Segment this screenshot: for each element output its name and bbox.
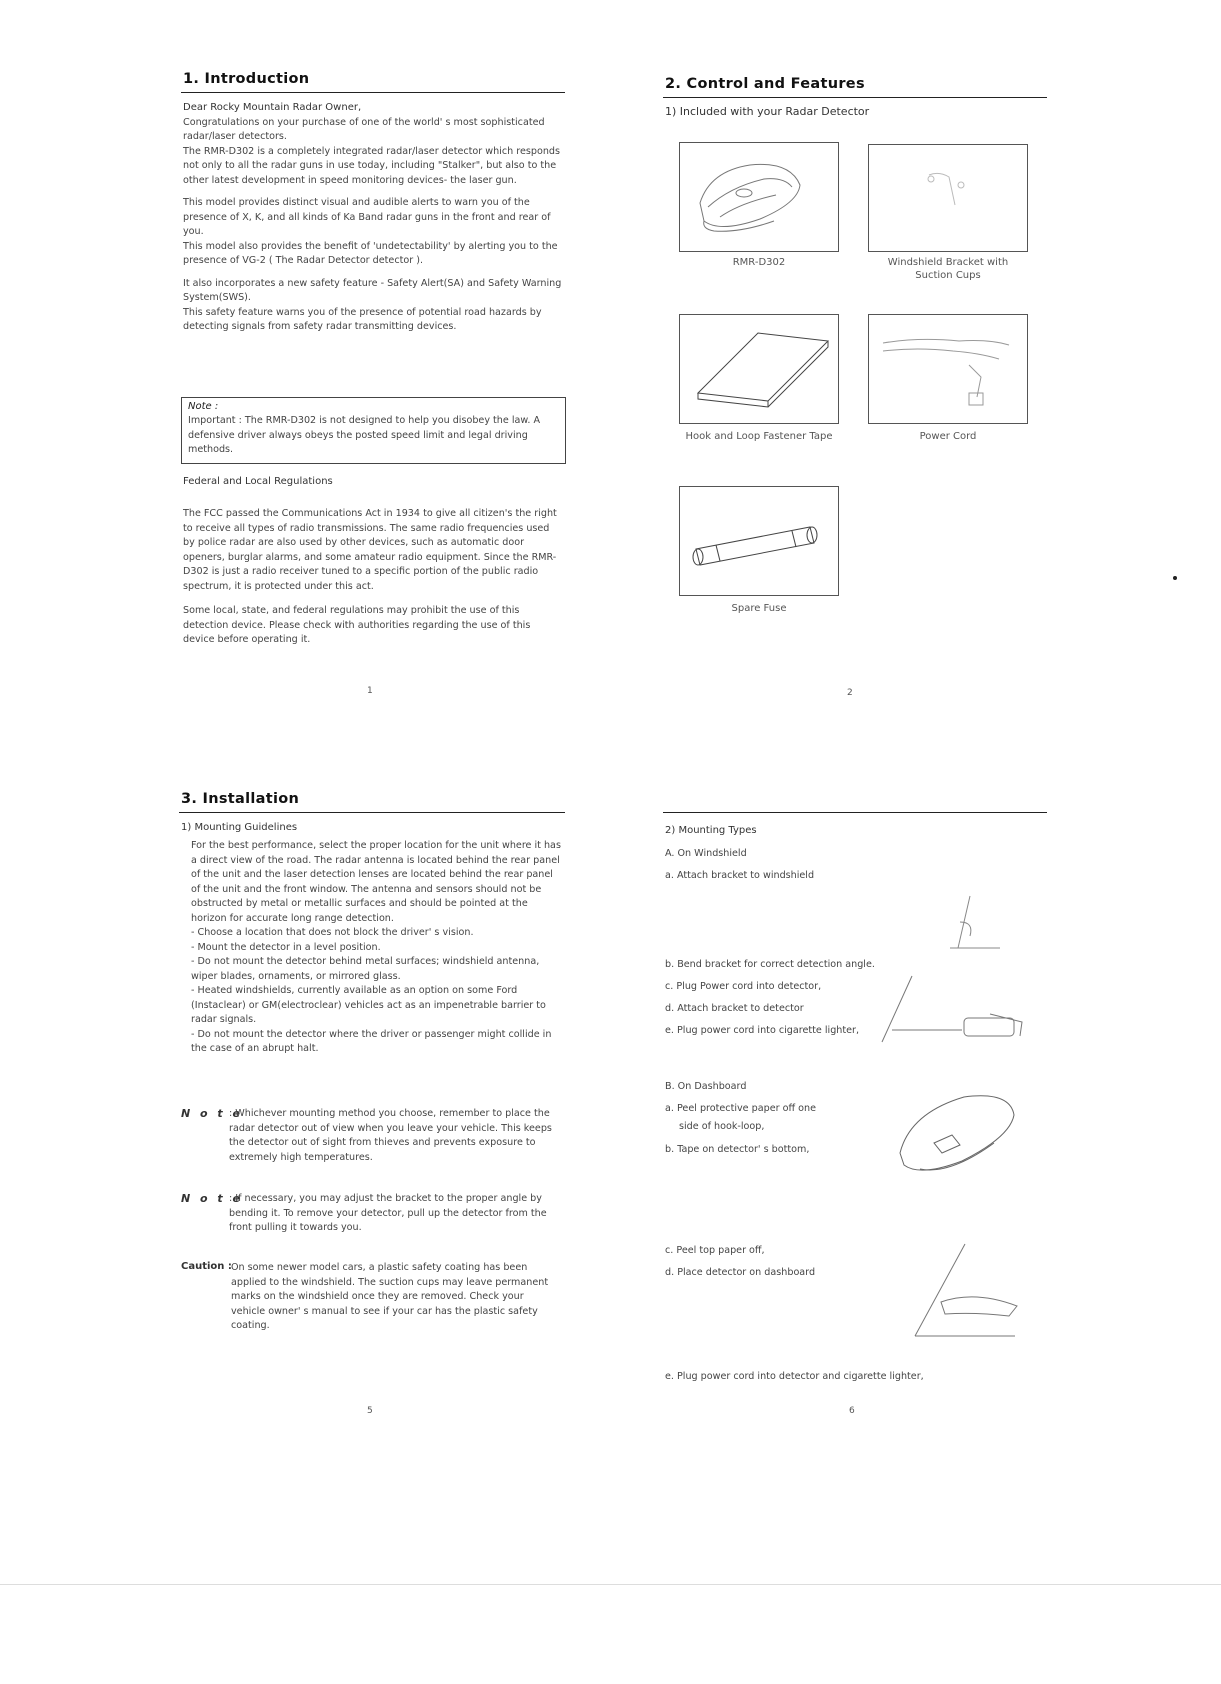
intro-paragraph: This safety feature warns you of the presence of potential road hazards by detecting signals from safety radar transmitting devices.: [183, 306, 542, 332]
page-number: 1: [367, 686, 373, 696]
windshield-step: e. Plug power cord into cigarette lighter,: [665, 1025, 860, 1036]
intro-paragraph: The RMR-D302 is a completely integrated radar/laser detector which responds not only to all the radar guns in use today, including "Stalker", but also to the other latest development in speed monitoring devices- the laser gun.: [183, 145, 561, 186]
intro-paragraph: It also incorporates a new safety feature - Safety Alert(SA) and Safety Warning System(SWS).: [183, 277, 562, 303]
cord-caption: Power Cord: [919, 431, 977, 442]
radar-detector-icon: [680, 143, 838, 251]
section-heading-installation: 3. Installation: [181, 791, 300, 807]
spare-fuse-image: [679, 486, 839, 596]
guideline-item: - Mount the detector in a level position.: [191, 941, 381, 953]
regulations-paragraph: The FCC passed the Communications Act in 1934 to give all citizen's the right to receive all types of radio transmissions. The same radio frequencies used by police radar are also used by other devices, such as automatic door openers, burglar alarms, and some amateur radio equipment. Since the RMR-D302 is just a radio receiver tuned to a specific portion of the public radio spectrum, it is protected under this act.: [183, 508, 557, 592]
bracket-caption-line2: Suction Cups: [915, 270, 981, 281]
detector-bottom-sketch: [890, 1085, 1030, 1185]
dashboard-mount-sketch: [905, 1240, 1025, 1340]
note-label: N o t e: [181, 1107, 243, 1120]
power-cord-image: [868, 314, 1028, 424]
guidelines-list: [191, 926, 561, 1057]
bracket-caption: [858, 256, 1038, 282]
fuse-icon: [680, 487, 838, 595]
dashboard-step: c. Peel top paper off,: [665, 1245, 765, 1256]
mounting-guidelines-heading: 1) Mounting Guidelines: [181, 822, 298, 833]
note-text: : If necessary, you may adjust the bracket to the proper angle by bending it. To remove your detector, pull up the detector from the front pulling it towards you.: [229, 1193, 547, 1233]
windshield-bracket-image: [868, 144, 1028, 252]
page-number: 2: [847, 688, 853, 698]
windshield-heading: A. On Windshield: [665, 848, 747, 859]
guideline-item: - Heated windshields, currently available as an option on some Ford (Instaclear) or GM(electroclear) vehicles act as an impenetrable barrier to radar signals.: [191, 985, 546, 1025]
regulations-body: [183, 507, 563, 648]
intro-paragraph: This model also provides the benefit of 'undetectability' by alerting you to the presence of VG-2 ( The Radar Detector detector ).: [183, 240, 558, 266]
heading-rule: [663, 812, 1047, 813]
scan-edge-line: [0, 1584, 1221, 1585]
guidelines-intro: For the best performance, select the proper location for the unit where it has a direct view of the road. The radar antenna is located behind the rear panel of the unit and the laser detection lenses are located behind the rear panel of the unit and the front window. The antenna and sensors should not be obstructed by metal or metallic surfaces and should be pointed at the horizon for accurate long range detection.: [191, 840, 561, 924]
windshield-step: a. Attach bracket to windshield: [665, 870, 815, 881]
note-label: N o t e: [181, 1192, 243, 1205]
fuse-caption: Spare Fuse: [731, 603, 787, 614]
windshield-step: d. Attach bracket to detector: [665, 1003, 804, 1014]
page-number: 5: [367, 1406, 373, 1416]
guideline-item: - Choose a location that does not block the driver' s vision.: [191, 927, 474, 938]
dashboard-step: a. Peel protective paper off one: [665, 1103, 816, 1114]
caution-label: Caution :: [181, 1261, 232, 1272]
heading-rule: [179, 812, 565, 813]
note-box: [181, 397, 566, 464]
tape-caption: Hook and Loop Fastener Tape: [685, 431, 833, 442]
windshield-bracket-sketch: [930, 892, 1010, 952]
dashboard-step: e. Plug power cord into detector and cigarette lighter,: [665, 1371, 924, 1382]
intro-paragraph: Congratulations on your purchase of one of the world' s most sophisticated radar/laser detectors.: [183, 116, 545, 142]
note-label: Note :: [188, 401, 219, 412]
federal-regulations-heading: Federal and Local Regulations: [183, 476, 333, 487]
dashboard-heading: B. On Dashboard: [665, 1081, 747, 1092]
windshield-step: b. Bend bracket for correct detection angle.: [665, 959, 875, 970]
section-heading-controls: 2. Control and Features: [665, 76, 865, 92]
section-heading-introduction: 1. Introduction: [183, 71, 310, 87]
scan-dot: [1173, 576, 1177, 580]
windshield-mount-sketch: [872, 970, 1032, 1050]
mounting-types-heading: 2) Mounting Types: [665, 825, 757, 836]
introduction-body: [183, 101, 563, 335]
dashboard-step: b. Tape on detector' s bottom,: [665, 1144, 810, 1155]
note-text: Important : The RMR-D302 is not designed to help you disobey the law. A defensive driver always obeys the posted speed limit and legal driving methods.: [188, 415, 541, 455]
power-cord-icon: [869, 315, 1027, 423]
fastener-tape-image: [679, 314, 839, 424]
mounting-guidelines-body: [191, 839, 561, 1057]
dashboard-step: side of hook-loop,: [679, 1121, 765, 1132]
dashboard-step: d. Place detector on dashboard: [665, 1267, 816, 1278]
note-text: : Whichever mounting method you choose, remember to place the radar detector out of view when you leave your vehicle. This keeps the detector out of sight from thieves and prevents exposure to extremely high temperatures.: [229, 1108, 552, 1163]
guideline-item: - Do not mount the detector behind metal surfaces; windshield antenna, wiper blades, ornaments, or mirrored glass.: [191, 956, 540, 982]
bracket-caption-line1: Windshield Bracket with: [887, 257, 1009, 268]
page-number: 6: [849, 1406, 855, 1416]
caution-text: On some newer model cars, a plastic safety coating has been applied to the windshield. The suction cups may leave permanent marks on the windshield once they are removed. Check your vehicle owner' s manual to see if your car has the plastic safety coating.: [231, 1262, 549, 1331]
detector-caption: RMR-D302: [732, 257, 786, 268]
guideline-item: - Do not mount the detector where the driver or passenger might collide in the case of an abrupt halt.: [191, 1028, 552, 1054]
windshield-step: c. Plug Power cord into detector,: [665, 981, 822, 992]
salutation: Dear Rocky Mountain Radar Owner,: [183, 102, 362, 113]
radar-detector-image: [679, 142, 839, 252]
bracket-icon: [869, 145, 1027, 251]
included-items-heading: 1) Included with your Radar Detector: [665, 105, 870, 118]
heading-rule: [663, 97, 1047, 98]
intro-paragraph: This model provides distinct visual and audible alerts to warn you of the presence of X, K, and all kinds of Ka Band radar guns in the front and rear of you.: [183, 197, 551, 237]
heading-rule: [181, 92, 565, 93]
regulations-paragraph: Some local, state, and federal regulations may prohibit the use of this detection device. Please check with authorities regarding the use of this device before operating it.: [183, 605, 531, 645]
tape-icon: [680, 315, 838, 423]
